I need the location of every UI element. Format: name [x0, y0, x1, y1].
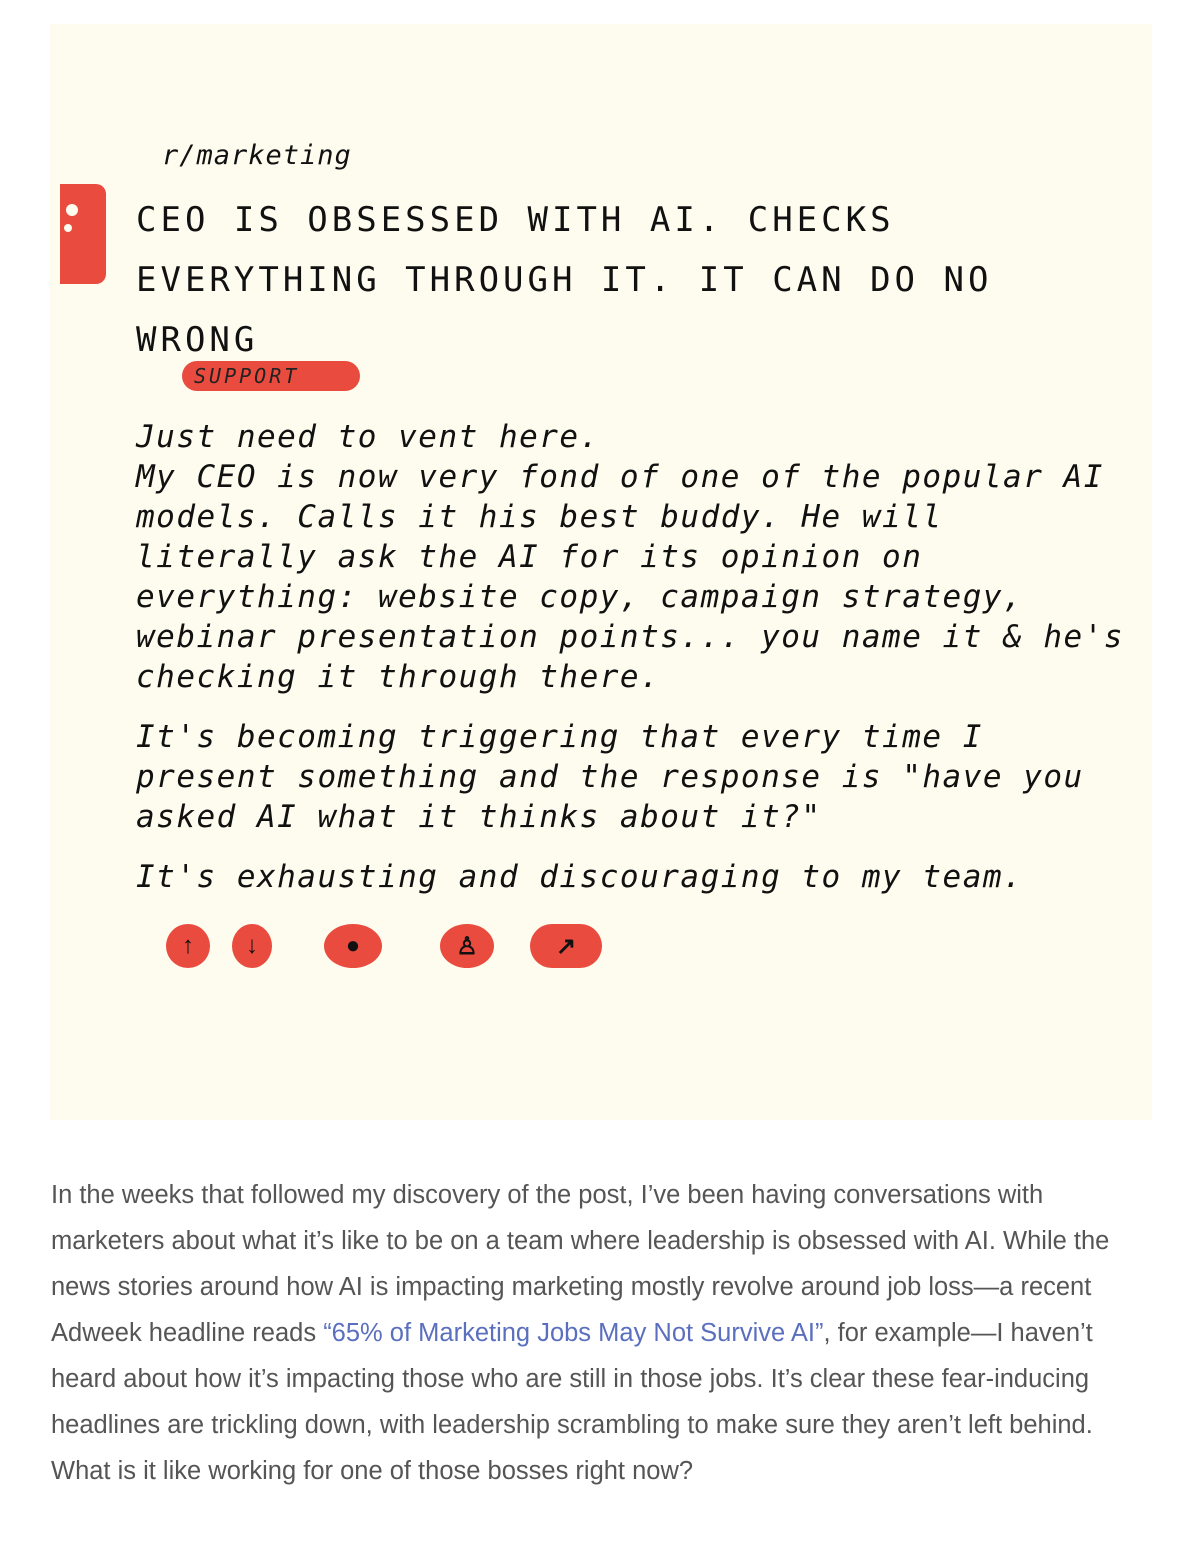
- downvote-icon[interactable]: ↓: [232, 924, 272, 968]
- post-body: [136, 417, 1136, 917]
- post-action-bar: [166, 924, 666, 972]
- subreddit-name: r/marketing: [162, 140, 352, 171]
- article-text-start: In the weeks that followed my discovery of the post, I’ve been having conversations with marketers about what it’s like to be on a team where leadership is obsessed with AI. While the news stories around how AI is impacting marketing mostly revolve around job loss—a recent Adweek headline reads: [51, 1181, 1110, 1347]
- post-title: CEO IS OBSESSED WITH AI. CHECKS EVERYTHING THROUGH IT. IT CAN DO NO WRONG: [136, 200, 993, 360]
- post-flair-badge: SUPPORT: [182, 361, 360, 391]
- post-paragraph: It's becoming triggering that every time I present something and the response is "have you asked AI what it thinks about it?": [136, 719, 1084, 835]
- subreddit-avatar-icon: [60, 184, 106, 284]
- share-icon[interactable]: ↗: [530, 924, 602, 968]
- post-paragraph: It's exhausting and discouraging to my team.: [136, 859, 1024, 895]
- adweek-headline-link[interactable]: “65% of Marketing Jobs May Not Survive AI”: [323, 1319, 824, 1347]
- post-paragraph: Just need to vent here.: [136, 419, 600, 455]
- article-text-end: , for example—I haven’t heard about how it’s impacting those who are still in those jobs. It’s clear these fear-inducing headlines are trickling down, with leadership scrambling to make sure they aren’t left behind. What is it like working for one of those bosses right now?: [51, 1319, 1093, 1485]
- article-paragraph: [51, 1172, 1141, 1494]
- post-paragraph: My CEO is now very fond of one of the popular AI models. Calls it his best buddy. He will literally ask the AI for its opinion on everything: website copy, campaign strategy, webinar presentation points... you name it & he's checking it through there.: [136, 459, 1125, 695]
- reddit-post-illustration: [50, 24, 1152, 1120]
- comment-icon[interactable]: ●: [324, 924, 382, 968]
- upvote-icon[interactable]: ↑: [166, 924, 210, 968]
- award-icon[interactable]: ♙: [440, 924, 494, 968]
